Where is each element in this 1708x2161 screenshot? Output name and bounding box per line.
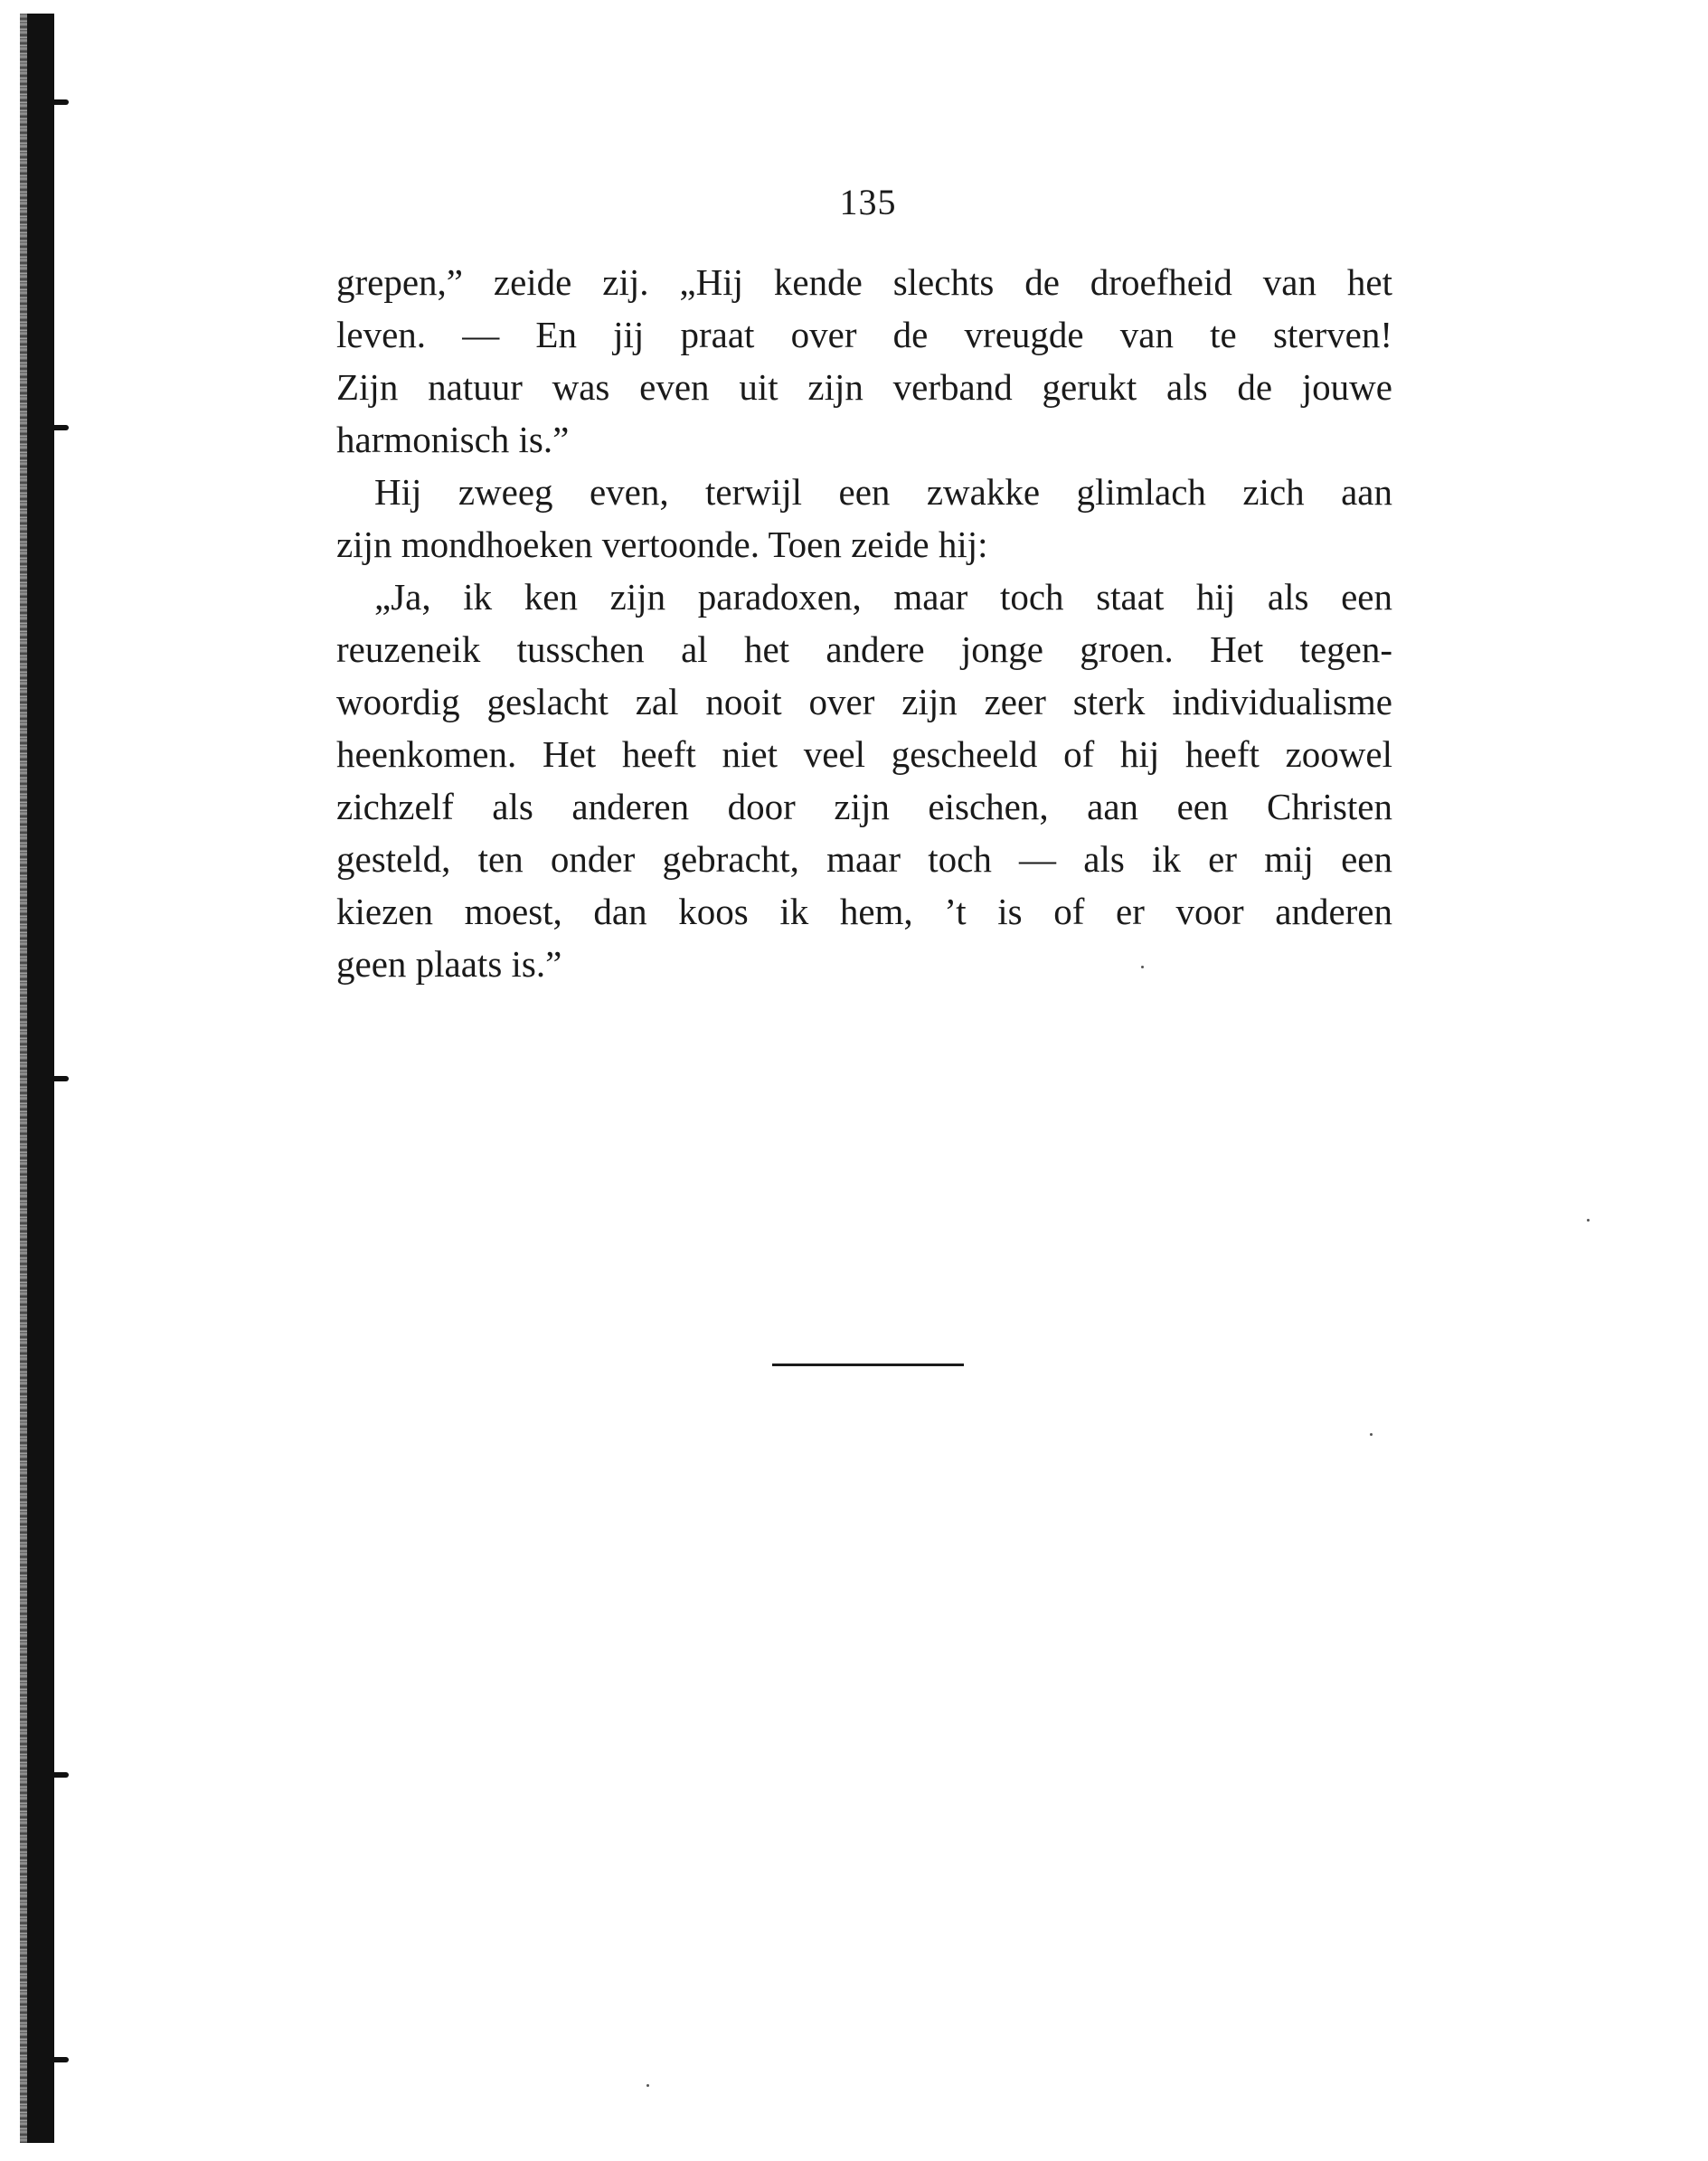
body-text [336,256,1392,990]
text-line: heenkomen. Het heeft niet veel gescheeld of hij heeft zoowel [336,733,1392,775]
text-line: leven. — En jij praat over de vreugde van te sterven! [336,314,1392,355]
paper-speck [1141,966,1144,968]
text-line: „Ja, ik ken zijn paradoxen, maar toch staat hij als een [374,576,1392,618]
text-line: zijn mondhoeken vertoonde. Toen zeide hij: [336,524,988,565]
paper-speck [646,2084,649,2087]
text-line: gesteld, ten onder gebracht, maar toch — als ik er mij een [336,838,1392,880]
text-line: grepen,” zeide zij. „Hij kende slechts de droefheid van het [336,261,1392,303]
text-line: harmonisch is.” [336,419,570,460]
binding-tick [52,1772,69,1778]
end-rule [772,1364,964,1366]
text-line: woordig geslacht zal nooit over zijn zeer sterk individualisme [336,681,1392,722]
text-line: reuzeneik tusschen al het andere jonge groen. Het tegen- [336,628,1392,670]
binding-tick [52,2057,69,2062]
binding-tick [52,425,69,430]
binding-tick [52,99,69,105]
page-number: 135 [839,182,897,222]
text-line: zichzelf als anderen door zijn eischen, aan een Christen [336,786,1392,827]
paper-speck [1587,1219,1590,1222]
text-line: geen plaats is.” [336,943,562,985]
binding-edge [27,14,54,2143]
paper-speck [1370,1433,1373,1436]
text-line: kiezen moest, dan koos ik hem, ’t is of er voor anderen [336,891,1392,932]
text-line: Zijn natuur was even uit zijn verband gerukt als de jouwe [336,366,1392,408]
text-line: Hij zweeg even, terwijl een zwakke glimlach zich aan [374,471,1392,513]
binding-tick [52,1076,69,1081]
